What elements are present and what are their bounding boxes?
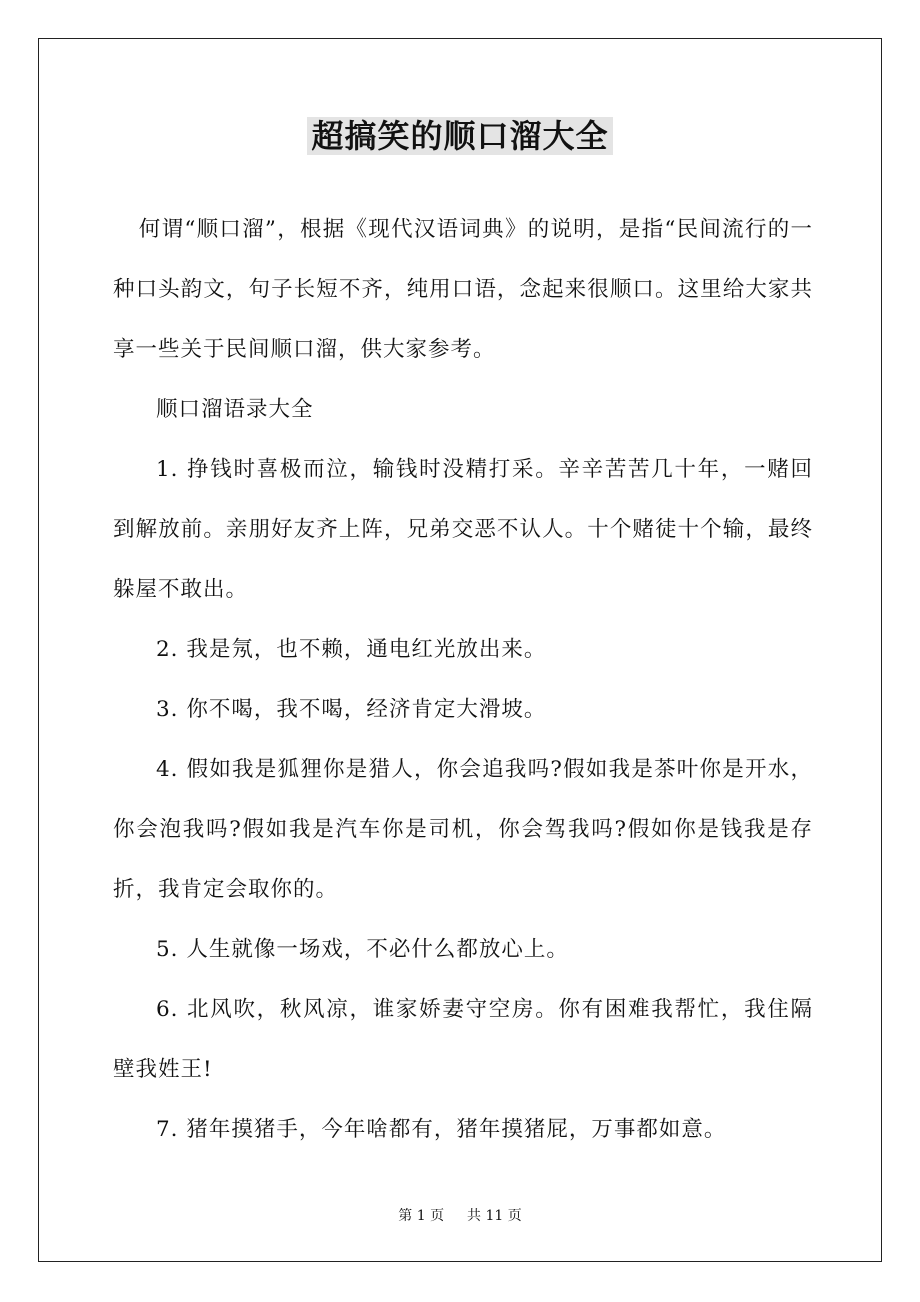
document-title (0, 112, 920, 160)
list-item-1: 1. 挣钱时喜极而泣，输钱时没精打采。辛辛苦苦几十年，一赌回到解放前。亲朋好友齐上阵，兄弟交恶不认人。十个赌徒十个输，最终躲屋不敢出。 (113, 457, 813, 602)
document-body (113, 200, 813, 1160)
list-item-6: 6. 北风吹，秋风凉，谁家娇妻守空房。你有困难我帮忙，我住隔壁我姓王! (113, 997, 813, 1082)
section-heading: 顺口溜语录大全 (156, 397, 314, 422)
list-item-7: 7. 猪年摸猪手，今年啥都有，猪年摸猪屁，万事都如意。 (156, 1117, 727, 1142)
list-item-2: 2. 我是氖，也不赖，通电红光放出来。 (156, 637, 547, 662)
list-item-5: 5. 人生就像一场戏，不必什么都放心上。 (156, 937, 569, 962)
document-title-text: 超搞笑的顺口溜大全 (307, 117, 612, 155)
list-item-4: 4. 假如我是狐狸你是猎人，你会追我吗?假如我是茶叶你是开水，你会泡我吗?假如我是汽车你是司机，你会驾我吗?假如你是钱我是存折，我肯定会取你的。 (113, 757, 813, 902)
page-total: 共 11 页 (467, 1208, 522, 1224)
page-number: 第 1 页 (398, 1208, 445, 1224)
page-footer (0, 1206, 920, 1226)
list-item-3: 3. 你不喝，我不喝，经济肯定大滑坡。 (156, 697, 547, 722)
intro-paragraph: 何谓“顺口溜”，根据《现代汉语词典》的说明，是指“民间流行的一种口头韵文，句子长短不齐，纯用口语，念起来很顺口。这里给大家共享一些关于民间顺口溜，供大家参考。 (113, 217, 813, 362)
